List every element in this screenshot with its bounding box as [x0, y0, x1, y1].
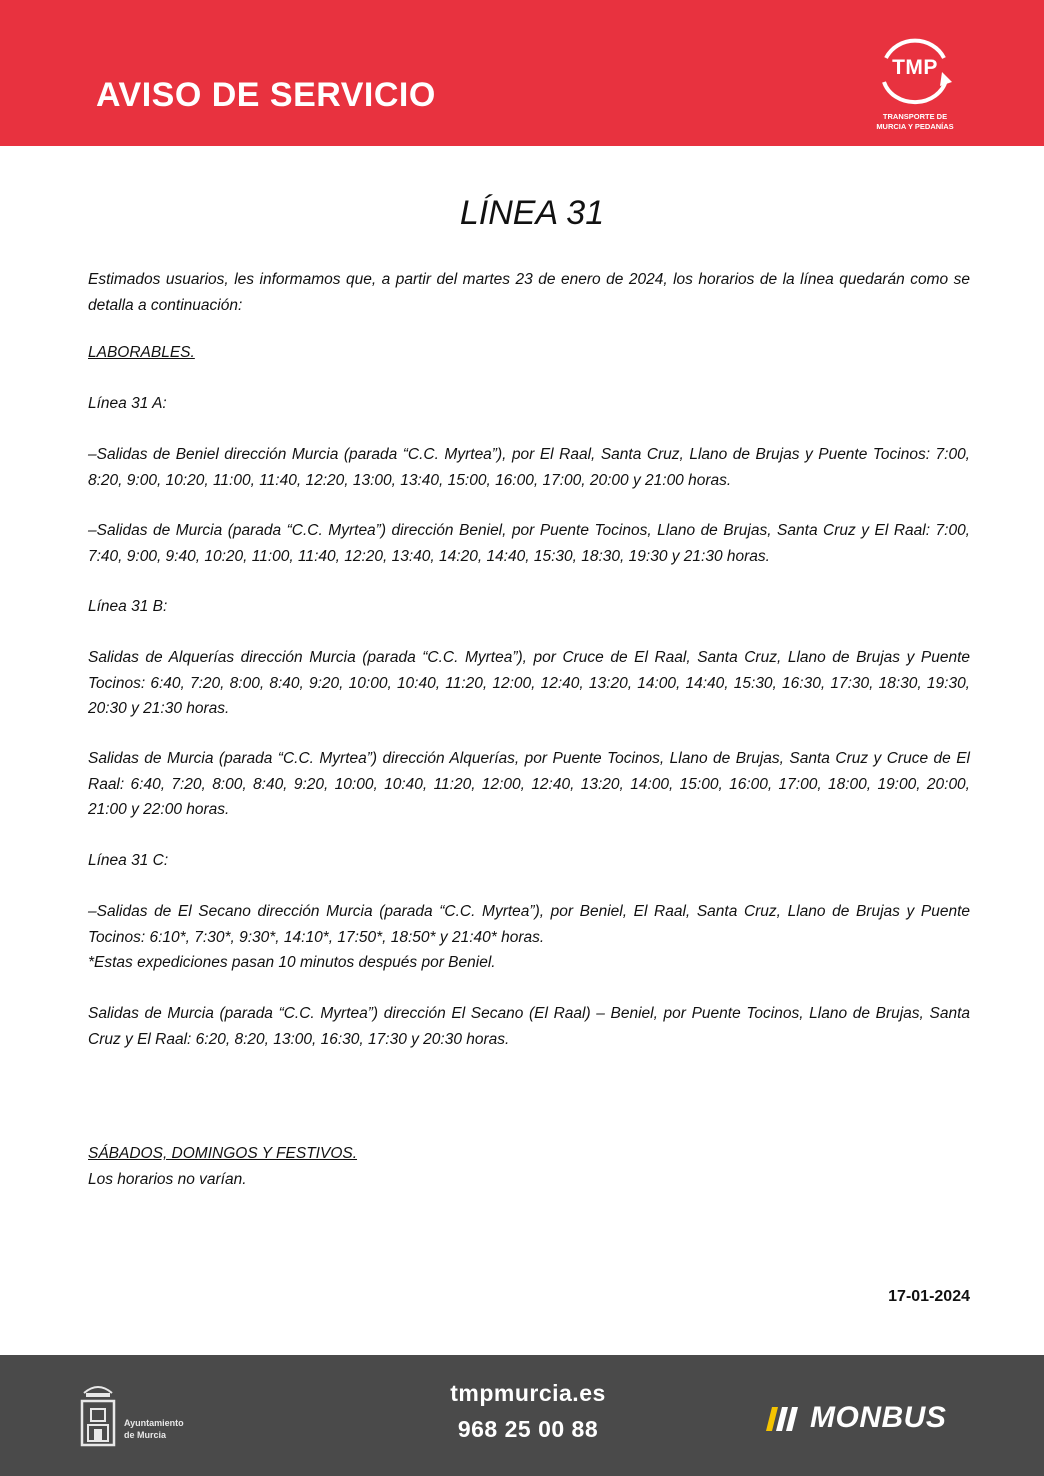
section-a-paragraph-2: –Salidas de Murcia (parada “C.C. Myrtea”) dirección Beniel, por Puente Tocinos, Llano de Brujas, Santa Cruz y El Raal: 7:00, 7:40, 9:00, 9:40, 10:20, 11:00, 11:40, 12:20, 13:40, 14:20, 14:40, 15:30, 18:30, 19:30 y 21:30 horas. [88, 522, 970, 565]
website-link[interactable]: tmpmurcia.es [450, 1380, 606, 1406]
monbus-logo [766, 1401, 966, 1435]
city-crest-icon [78, 1379, 118, 1449]
tmp-subtitle-line-1: TRANSPORTE DE [882, 112, 948, 121]
laborables-heading [88, 340, 970, 366]
council-line-1: Ayuntamiento [124, 1418, 184, 1428]
contact-info [380, 1375, 676, 1447]
section-c-footnote: *Estas expediciones pasan 10 minutos después por Beniel. [88, 954, 496, 971]
tmp-logo [860, 36, 970, 136]
section-a-paragraph-1: –Salidas de Beniel dirección Murcia (parada “C.C. Myrtea”), por El Raal, Santa Cruz, Llano de Brujas y Puente Tocinos: 7:00, 8:20, 9:00, 10:20, 11:00, 11:40, 12:20, 13:00, 13:40, 15:00, 16:00, 17:00, 20:00 y 21:00 horas. [88, 446, 970, 489]
section-b-heading: Línea 31 B: [88, 598, 168, 615]
footer-bar [0, 1355, 1044, 1476]
monbus-stripes-icon [766, 1407, 806, 1431]
notice-date: 17-01-2024 [888, 1288, 970, 1305]
council-name [124, 1417, 214, 1441]
laborables-heading-text: LABORABLES. [88, 344, 195, 361]
section-b-paragraph-2: Salidas de Murcia (parada “C.C. Myrtea”) dirección Alquerías, por Puente Tocinos, Llano de Brujas, Santa Cruz y Cruce de El Raal: 6:40, 7:20, 8:00, 8:40, 9:20, 10:00, 10:40, 11:20, 12:00, 12:40, 13:20, 14:00, 15:00, 16:00, 17:00, 18:00, 19:00, 20:00, 21:00 y 22:00 horas. [88, 750, 970, 818]
tmp-logo-subtitle [860, 112, 970, 132]
section-c-heading: Línea 31 C: [88, 852, 169, 869]
section-c-paragraph-2: Salidas de Murcia (parada “C.C. Myrtea”) dirección El Secano (El Raal) – Beniel, por Puente Tocinos, Llano de Brujas, Santa Cruz y El Raal: 6:20, 8:20, 13:00, 16:30, 17:30 y 20:30 horas. [88, 1005, 970, 1048]
council-line-2: de Murcia [124, 1430, 167, 1440]
weekend-heading-text: SÁBADOS, DOMINGOS Y FESTIVOS. [88, 1145, 358, 1162]
tmp-logo-name: TMP [892, 56, 938, 79]
section-a-heading: Línea 31 A: [88, 395, 167, 412]
section-b-paragraph-1: Salidas de Alquerías dirección Murcia (parada “C.C. Myrtea”), por Cruce de El Raal, Santa Cruz, Llano de Brujas y Puente Tocinos: 6:40, 7:20, 8:00, 8:40, 9:20, 10:00, 10:40, 11:20, 12:00, 12:40, 13:20, 14:00, 14:40, 15:30, 16:30, 17:30, 18:30, 19:30, 20:30 y 21:30 horas. [88, 649, 970, 717]
section-c-paragraph-1: –Salidas de El Secano dirección Murcia (parada “C.C. Myrtea”), por Beniel, El Raal, Santa Cruz, Llano de Brujas y Puente Tocinos: 6:10*, 7:30*, 9:30*, 14:10*, 17:50*, 18:50* y 21:40* horas. [88, 903, 970, 946]
phone-number[interactable]: 968 25 00 88 [457, 1416, 599, 1442]
notice-title: AVISO DE SERVICIO [96, 76, 436, 114]
operator-name: MONBUS [810, 1401, 947, 1434]
intro-paragraph: Estimados usuarios, les informamos que, a partir del martes 23 de enero de 2024, los horarios de la línea quedarán como se detalla a continuación: [88, 271, 970, 314]
weekend-heading [88, 1141, 970, 1167]
tmp-subtitle-line-2: MURCIA Y PEDANÍAS [876, 122, 954, 131]
document-title: LÍNEA 31 [459, 194, 605, 232]
weekend-text: Los horarios no varían. [88, 1171, 247, 1188]
header-banner [0, 0, 1044, 146]
